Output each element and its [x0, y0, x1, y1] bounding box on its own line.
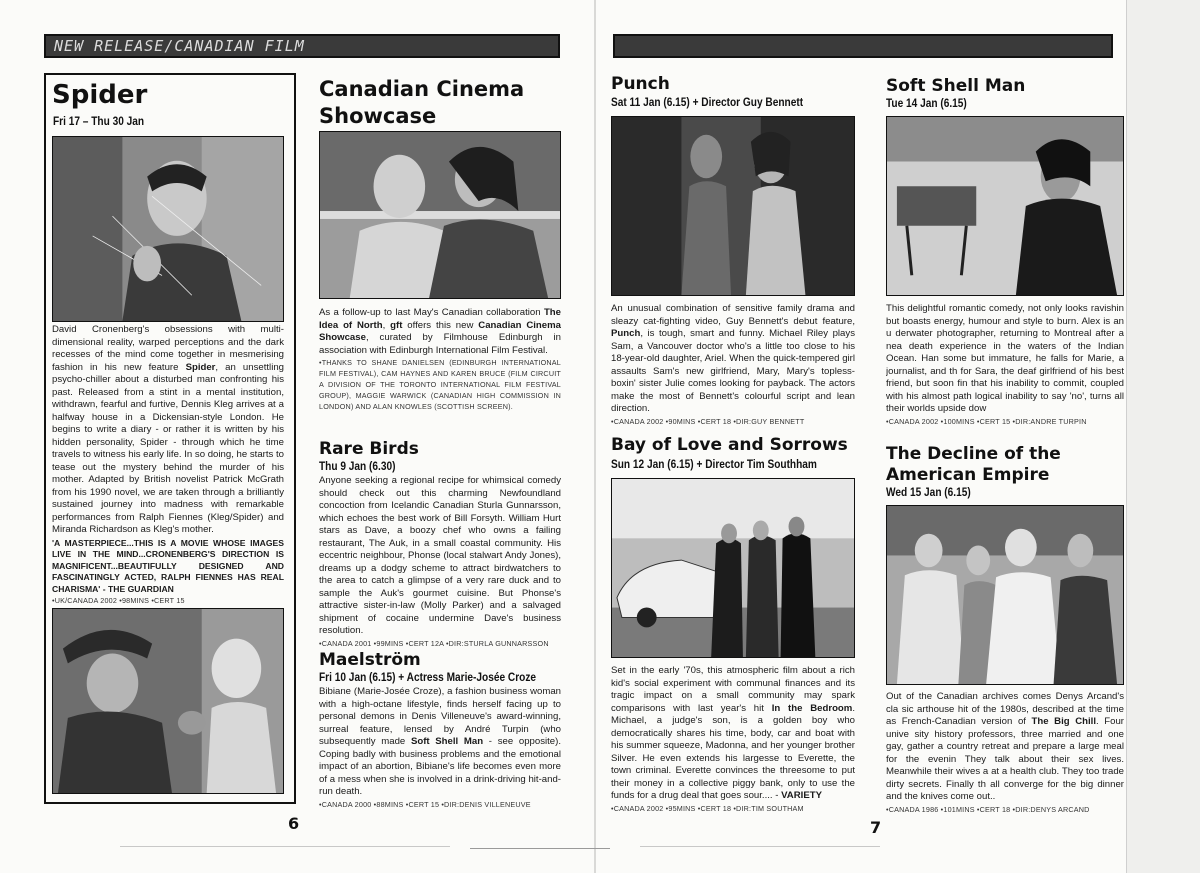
showcase-body-bold-1: The Idea of North	[319, 307, 561, 331]
maelstrom-description	[319, 686, 561, 810]
bay-of-love-body-text-1: Set in the early '70s, this atmospheric film about a rich kid's social experiment with communal finances and its tragic impact on a small community may spark comparisons with last year's hit	[611, 665, 855, 714]
soft-shell-credit: •CANADA 2002 •100MINS •CERT 15 •DIR:ANDRE TURPIN	[886, 416, 1087, 426]
soft-shell-description	[886, 303, 1124, 427]
bay-of-love-body-text-2: . Michael, a judge's son, is a golden boy who democratically shares his time, body, car and boat with his summer squeeze, Madonna, and her younger brother Silver. He even extends his largesse to Everette, the town criminal. Everette convinces the threesome to put their money in a collective piggy bank, only to use the funds for a drug deal that goes sour.... -	[611, 702, 855, 801]
section-banner	[44, 34, 560, 58]
soft-shell-title: Soft Shell Man	[886, 76, 1026, 96]
spider-credit-line-1: •UK/CANADA 2002 •98MINS •CERT 15	[52, 596, 185, 605]
showcase-body-text-1: As a follow-up to last May's Canadian collaboration	[319, 307, 544, 318]
rare-birds-description	[319, 475, 561, 649]
soft-shell-body-text: This delightful romantic comedy, not only looks ravishin but boasts energy, humour and style to burn. Alex is an u derwater photographer, returning to Montreal after a nea death experience in the waters of the Indian Ocean. Han some but immature, he falls for Marie, a journalist, and th for Sara, the deaf girlfriend of his best friend, but soon fin that his inability to commit, coupled with his almost path logical inability to say 'no', turns all their worlds upside dow	[886, 303, 1124, 414]
spider-still-photo	[52, 136, 284, 322]
punch-still-photo	[611, 116, 855, 296]
bay-of-love-description	[611, 665, 855, 814]
maelstrom-body-text-1: Bibiane (Marie-Josée Croze), a fashion business woman with a high-octane lifestyle, finds herself facing up to personal demons in Denis Villeneuve's award-winning, surreal feature, lensed by André Turpin (who subsequently made	[319, 686, 561, 747]
soft-shell-dates: Tue 14 Jan (6.15)	[886, 98, 967, 110]
showcase-still-photo	[319, 131, 561, 299]
bay-of-love-title: Bay of Love and Sorrows	[611, 435, 848, 455]
spider-review-quote: 'A MASTERPIECE...THIS IS A MOVIE WHOSE IMAGES LIVE IN THE MIND...CRONENBERG'S DIRECTION IS MAGNIFICENT...BEAUTIFULLY DESIGNED AND FASCINATINGLY ACTED, RALPH FIENNES HAS REAL CHARISMA' - THE GUARDIAN	[52, 537, 284, 594]
punch-title: Punch	[611, 74, 670, 94]
decline-description	[886, 691, 1124, 815]
maelstrom-body-bold-1: Soft Shell Man	[410, 736, 484, 747]
punch-credit: •CANADA 2002 •90MINS •CERT 18 •DIR:GUY BENNETT	[611, 416, 805, 426]
scan-artifact-line-3	[640, 846, 880, 847]
next-page-edge	[1126, 0, 1200, 873]
spider-title: Spider	[52, 80, 148, 110]
bay-of-love-credit: •CANADA 2002 •95MINS •CERT 18 •DIR:TIM SOUTHAM	[611, 803, 804, 813]
rare-birds-credit: •CANADA 2001 •99MINS •CERT 12A •DIR:STURLA GUNNARSSON	[319, 638, 549, 648]
spider-second-still-photo	[52, 608, 284, 794]
spider-body-film-title: Spider	[185, 361, 216, 373]
showcase-title	[319, 76, 524, 130]
decline-title	[886, 444, 1061, 486]
decline-body-bold-1: The Big Chill	[1031, 716, 1096, 727]
banner-text: NEW RELEASE/CANADIAN FILM	[54, 37, 305, 55]
scan-artifact-line-2	[470, 848, 610, 849]
showcase-thanks: •THANKS TO SHANE DANIELSEN (EDINBURGH INTERNATIONAL FILM FESTIVAL), CAM HAYNES AND KAREN BRUCE (FILM CIRCUIT A DIVISION OF THE TORONTO INTERNATIONAL FILM FESTIVAL GROUP), MAGGIE WARWICK (CANADIAN HIGH COMMISSION IN LONDON) AND ALAN KNOWLES (SCOTTISH SCREEN).	[319, 358, 561, 411]
page-number-right: 7	[870, 818, 882, 837]
maelstrom-title: Maelström	[319, 650, 421, 670]
scan-artifact-line	[120, 846, 450, 847]
decline-body-text-2: . Four unive sity history professors, three married and one gay, gather a country retreat and prepare a large meal for the evenin They talk about their sex lives. Meanwhile their wives a at a health club. They too trade dirty secrets. Finally th all converge for the big dinner and the knives come out..	[886, 716, 1124, 802]
rare-birds-title: Rare Birds	[319, 439, 419, 459]
punch-body-text-1: An unusual combination of sensitive family drama and sleazy cat-fighting video, Guy Bennett's debut feature,	[611, 303, 855, 327]
rare-birds-dates: Thu 9 Jan (6.30)	[319, 461, 396, 473]
showcase-title-line-2: Showcase	[319, 104, 437, 128]
page-number-left: 6	[288, 814, 300, 833]
decline-title-line-2: American Empire	[886, 465, 1050, 485]
showcase-body-text-2: ,	[382, 319, 391, 331]
maelstrom-credit: •CANADA 2000 •88MINS •CERT 15 •DIR:DENIS VILLENEUVE	[319, 799, 531, 809]
bay-of-love-dates: Sun 12 Jan (6.15) + Director Tim Southham	[611, 459, 817, 471]
showcase-body-text-3: offers this new	[402, 319, 479, 331]
decline-credit: •CANADA 1986 •101MINS •CERT 18 •DIR:DENYS ARCAND	[886, 804, 1090, 814]
spider-body-text-1: David Cronenberg's obsessions with multi-dimensional reality, warped perceptions and the dark recesses of the mind come together in mesmerising fashion in his new feature	[52, 324, 284, 373]
showcase-body-bold-2: gft	[390, 319, 403, 331]
spider-description	[52, 324, 284, 617]
bay-of-love-body-bold-2: VARIETY	[781, 790, 822, 801]
maelstrom-dates: Fri 10 Jan (6.15) + Actress Marie-Josée Croze	[319, 672, 537, 684]
soft-shell-still-photo	[886, 116, 1124, 296]
bay-of-love-body-bold-1: In the Bedroom	[771, 702, 853, 714]
showcase-title-line-1: Canadian Cinema	[319, 77, 525, 101]
decline-dates: Wed 15 Jan (6.15)	[886, 487, 971, 499]
maelstrom-body-text-2: - see opposite). Coping badly with business problems and the emotional impact of an abortion, Bibiane's life becomes even more of a mess when she is involved in a drink-driving hit-and-run death.	[319, 736, 562, 797]
punch-description	[611, 303, 855, 427]
punch-body-bold-1: Punch	[611, 328, 641, 339]
section-banner-right	[613, 34, 1113, 58]
bay-of-love-still-photo	[611, 478, 855, 658]
showcase-description	[319, 307, 561, 412]
punch-dates: Sat 11 Jan (6.15) + Director Guy Bennett	[611, 97, 804, 109]
decline-body-text-1: Out of the Canadian archives comes Denys Arcand's cla sic arthouse hit of the 1980s, described at the time as French-Canadian version of	[886, 691, 1124, 727]
decline-title-line-1: The Decline of the	[886, 444, 1061, 464]
spider-dates: Fri 17 – Thu 30 Jan	[53, 116, 145, 128]
showcase-body-bold-3: Canadian Cinema Showcase	[319, 319, 561, 343]
rare-birds-body-text: Anyone seeking a regional recipe for whimsical comedy should check out this charming Newfoundland concoction from Icelandic Canadian Sturla Gunnarsson, which echoes the best work of Bill Forsyth. William Hurt stars as Dave, a boozy chef who owns a failing restaurant, The Auk, in a small coastal community. His eccentric neighbour, Phonse (local stalwart Andy Jones), dreams up a dodgy scheme to attract birdwatchers to the area to catch a glimpse of a very rare duck and to sample the Auk's gourmet cuisine. But Phonse's attractive sister-in-law (Molly Parker) and a salvaged shipment of cocaine undermine Dave's business resolution.	[319, 475, 561, 636]
spider-body-text-2: , an unsettling psycho-chiller about a disturbed man confronting his past. Released from a stint in a mental institution, withdrawn, fearful and furtive, Dennis Kleg arrives at a halfway house in a Dickensian-style London. He begins to write a diary - or rather it is written by his hidden personality, Spider - through which he time travels to witness his early life. In so doing, he starts to tease out the mystery behind the murder of his mother. Adapted by British novelist Patrick McGrath from his 1990 novel, we are taken through a brilliantly sustained journey into madness with remarkable performances from Ralph Fiennes (Kleg/Spider) and Miranda Richardson as Kleg's mother.	[52, 361, 284, 535]
decline-still-photo	[886, 505, 1124, 685]
punch-body-text-2: , is tough, smart and funny. Michael Riley plays Sam, a Vancouver doctor who's a little too close to his 18-year-old daughter, Ariel. When the quick-tempered girl assaults Sam's new girlfriend, Mary, Mary's topless-boxin' sister Julie comes looking for payback. The actors make the most of Bennett's colourful script and lean direction.	[611, 328, 855, 414]
showcase-body-text-4: , curated by Filmhouse Edinburgh in association with Edinburgh International Film Festival.	[319, 332, 561, 356]
